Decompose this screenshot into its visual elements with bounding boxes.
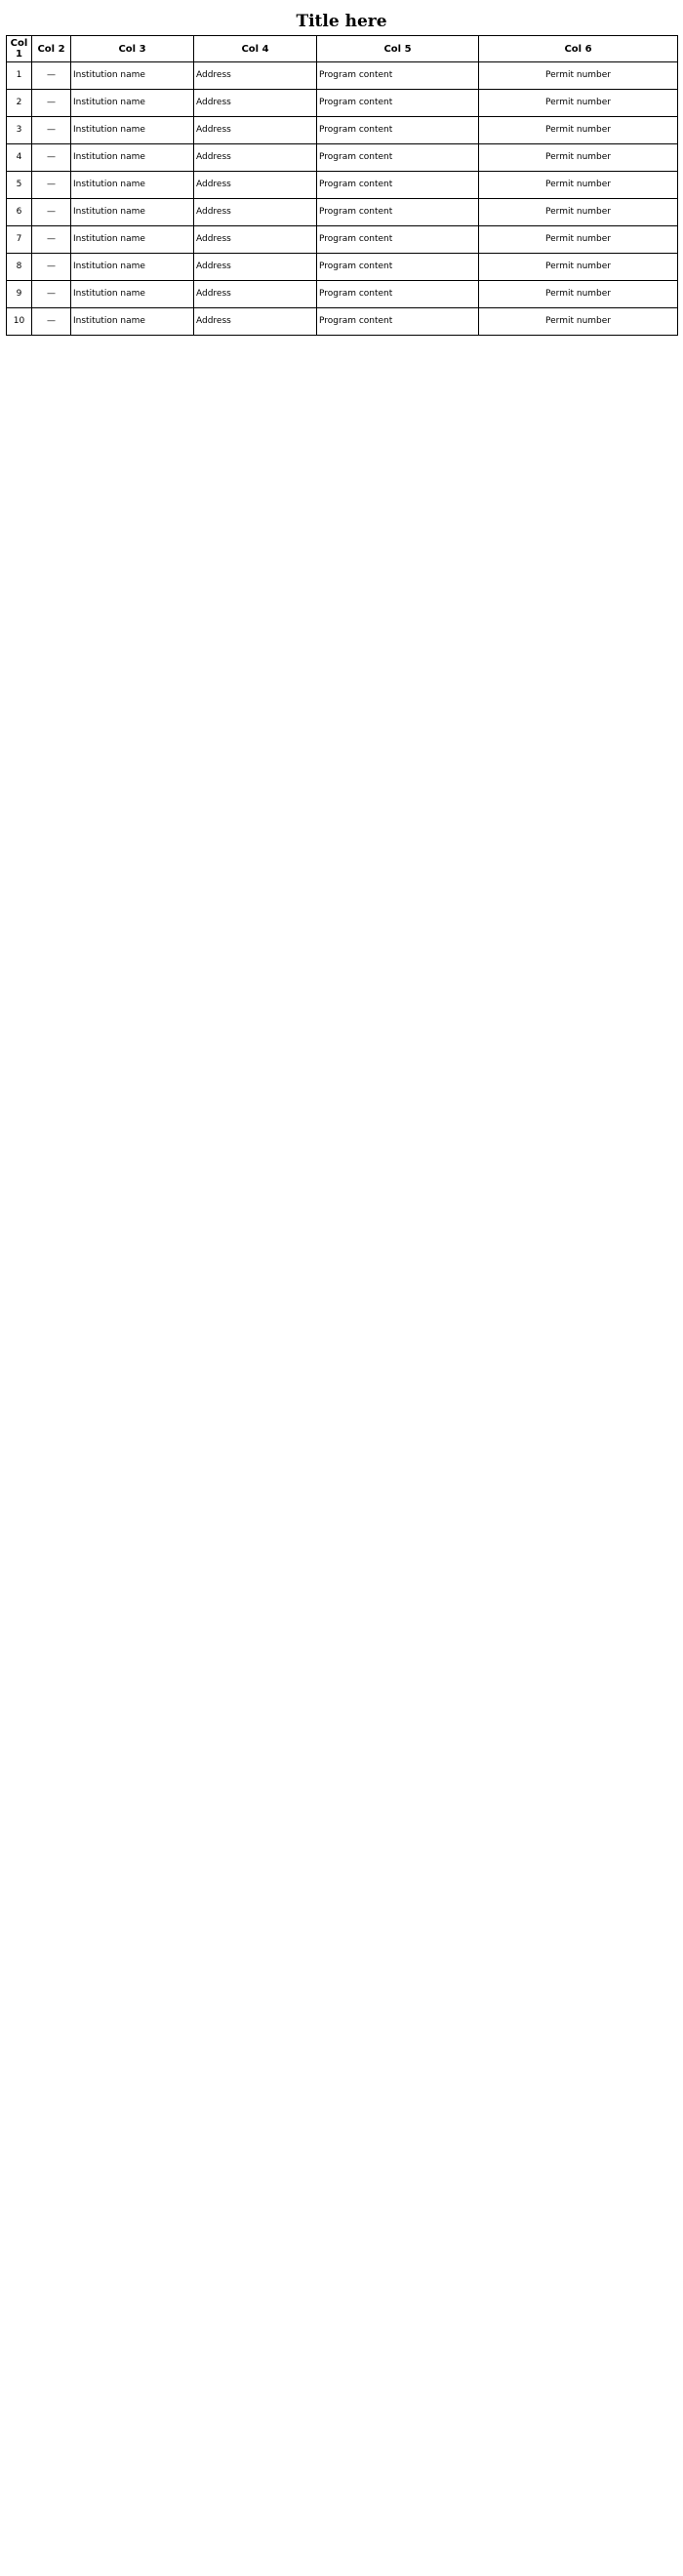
cell-program-content: Program content (317, 62, 479, 90)
table-row (7, 117, 678, 144)
cell-serial-number: 6 (7, 199, 32, 226)
cell-institution-name: Institution name (71, 281, 194, 308)
table-row (7, 254, 678, 281)
table-row (7, 199, 678, 226)
page-title: Title here (296, 12, 387, 31)
header-serial-number: Col 1 (7, 36, 32, 62)
cell-serial-number: 3 (7, 117, 32, 144)
cell-address: Address (194, 281, 317, 308)
header-program-content: Col 5 (317, 36, 479, 62)
cell-address: Address (194, 308, 317, 336)
cell-institution-name: Institution name (71, 199, 194, 226)
cell-institution-name: Institution name (71, 144, 194, 172)
cell-county: — (32, 90, 71, 117)
table-header-row (7, 36, 678, 62)
cell-county: — (32, 226, 71, 254)
cell-permit-number: Permit number (479, 144, 678, 172)
table-row (7, 62, 678, 90)
table-row (7, 144, 678, 172)
cell-county: — (32, 308, 71, 336)
cell-address: Address (194, 254, 317, 281)
cell-permit-number: Permit number (479, 172, 678, 199)
cell-permit-number: Permit number (479, 117, 678, 144)
cell-program-content: Program content (317, 199, 479, 226)
cell-institution-name: Institution name (71, 90, 194, 117)
header-permit-number: Col 6 (479, 36, 678, 62)
cell-institution-name: Institution name (71, 62, 194, 90)
table-row (7, 281, 678, 308)
cell-program-content: Program content (317, 144, 479, 172)
cell-permit-number: Permit number (479, 90, 678, 117)
cell-serial-number: 2 (7, 90, 32, 117)
cell-serial-number: 4 (7, 144, 32, 172)
cell-program-content: Program content (317, 117, 479, 144)
cell-permit-number: Permit number (479, 308, 678, 336)
cell-county: — (32, 144, 71, 172)
cell-serial-number: 5 (7, 172, 32, 199)
cell-county: — (32, 281, 71, 308)
cell-serial-number: 9 (7, 281, 32, 308)
cell-address: Address (194, 62, 317, 90)
cell-program-content: Program content (317, 308, 479, 336)
cell-serial-number: 8 (7, 254, 32, 281)
cell-county: — (32, 199, 71, 226)
cell-program-content: Program content (317, 254, 479, 281)
cell-county: — (32, 254, 71, 281)
cell-address: Address (194, 117, 317, 144)
cell-serial-number: 1 (7, 62, 32, 90)
cell-address: Address (194, 199, 317, 226)
cell-address: Address (194, 144, 317, 172)
table-row (7, 90, 678, 117)
cell-institution-name: Institution name (71, 308, 194, 336)
table-row (7, 172, 678, 199)
table-body (7, 62, 678, 336)
cell-permit-number: Permit number (479, 281, 678, 308)
cell-address: Address (194, 226, 317, 254)
cell-serial-number: 7 (7, 226, 32, 254)
header-institution-name: Col 3 (71, 36, 194, 62)
supervision-table (6, 35, 678, 336)
cell-institution-name: Institution name (71, 117, 194, 144)
cell-permit-number: Permit number (479, 199, 678, 226)
table-row (7, 308, 678, 336)
cell-county: — (32, 62, 71, 90)
cell-program-content: Program content (317, 281, 479, 308)
table-row (7, 226, 678, 254)
cell-permit-number: Permit number (479, 62, 678, 90)
cell-institution-name: Institution name (71, 172, 194, 199)
cell-county: — (32, 117, 71, 144)
cell-program-content: Program content (317, 90, 479, 117)
cell-county: — (32, 172, 71, 199)
cell-program-content: Program content (317, 172, 479, 199)
cell-institution-name: Institution name (71, 254, 194, 281)
cell-address: Address (194, 90, 317, 117)
header-county: Col 2 (32, 36, 71, 62)
cell-institution-name: Institution name (71, 226, 194, 254)
cell-permit-number: Permit number (479, 226, 678, 254)
cell-serial-number: 10 (7, 308, 32, 336)
cell-permit-number: Permit number (479, 254, 678, 281)
cell-program-content: Program content (317, 226, 479, 254)
cell-address: Address (194, 172, 317, 199)
header-address: Col 4 (194, 36, 317, 62)
